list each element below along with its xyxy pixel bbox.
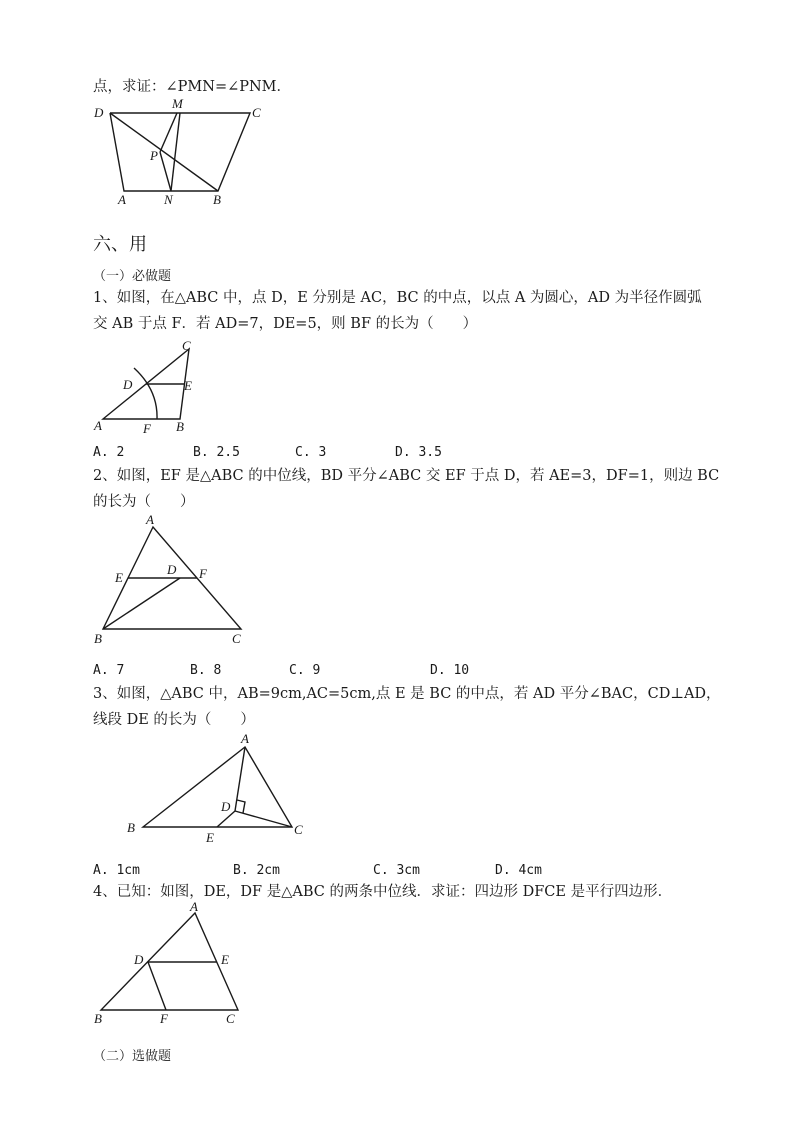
q2-text-line2: 的长为（ ） (93, 494, 195, 510)
q3-label-A: A (241, 731, 249, 746)
q1-text-line2: 交 AB 于点 F．若 AD=7，DE=5，则 BF 的长为（ ） (93, 316, 478, 332)
q2-label-C: C (232, 631, 241, 646)
q4-label-A: A (190, 899, 198, 914)
fig0-label-N: N (164, 192, 173, 207)
q3-label-E: E (206, 830, 214, 845)
q3-label-D: D (221, 799, 231, 814)
q1-option-d: D. 3.5 (395, 445, 442, 460)
q3-option-b: B. 2cm (233, 863, 280, 878)
q1-label-D: D (123, 377, 133, 392)
q2-label-E: E (115, 570, 123, 585)
q1-label-A: A (94, 418, 102, 433)
q1-label-E: E (184, 378, 192, 393)
fig0-label-B: B (213, 192, 221, 207)
section-title: 六、用 (93, 234, 147, 255)
q1-text-line1: 1、如图，在△ABC 中，点 D，E 分别是 AC，BC 的中点，以点 A 为圆心，AD 为半径作圆弧 (93, 290, 702, 306)
q4-text-line1: 4、已知：如图，DE，DF 是△ABC 的两条中位线．求证：四边形 DFCE 是平行四边形． (93, 884, 673, 900)
q3-option-d: D. 4cm (495, 863, 542, 878)
q2-label-A: A (146, 512, 154, 527)
q2-option-a: A. 7 (93, 663, 125, 678)
q3-text-line2: 线段 DE 的长为（ ） (93, 712, 255, 728)
q1-option-a: A. 2 (93, 445, 125, 460)
q2-text-line1: 2、如图，EF 是△ABC 的中位线，BD 平分∠ABC 交 EF 于点 D，若 AE=3，DF=1，则边 BC (93, 468, 720, 484)
fig0-label-P: P (150, 148, 158, 163)
q4-label-C: C (226, 1011, 235, 1026)
q2-option-b: B. 8 (190, 663, 222, 678)
q3-option-c: C. 3cm (373, 863, 420, 878)
q4-label-D: D (134, 952, 144, 967)
q1-option-b: B. 2.5 (193, 445, 240, 460)
q4-label-E: E (221, 952, 229, 967)
q4-label-F: F (160, 1011, 168, 1026)
q2-option-d: D. 10 (430, 663, 470, 678)
q2-label-B: B (94, 631, 102, 646)
q2-option-c: C. 9 (289, 663, 321, 678)
q1-label-C: C (182, 338, 191, 353)
q3-label-B: B (127, 820, 135, 835)
q3-label-C: C (294, 822, 303, 837)
q1-option-c: C. 3 (295, 445, 327, 460)
fig0-label-D: D (94, 105, 104, 120)
optional-section-title: （二）选做题 (93, 1049, 172, 1064)
q3-text-line1: 3、如图，△ABC 中，AB=9cm,AC=5cm,点 E 是 BC 的中点，若 AD 平分∠BAC，CD⊥AD， (93, 686, 721, 702)
q4-label-B: B (94, 1011, 102, 1026)
q2-label-F: F (199, 566, 207, 581)
fig0-label-C: C (252, 105, 261, 120)
segment-DF (148, 962, 166, 1010)
required-section-title: （一）必做题 (93, 269, 172, 284)
fig0-label-M: M (172, 96, 183, 111)
q2-label-D: D (167, 562, 177, 577)
proof-statement-line: 点，求证：∠PMN=∠PNM． (93, 79, 292, 95)
q1-label-B: B (176, 419, 184, 434)
q1-label-F: F (143, 421, 151, 436)
q3-option-a: A. 1cm (93, 863, 140, 878)
fig0-label-A: A (118, 192, 126, 207)
